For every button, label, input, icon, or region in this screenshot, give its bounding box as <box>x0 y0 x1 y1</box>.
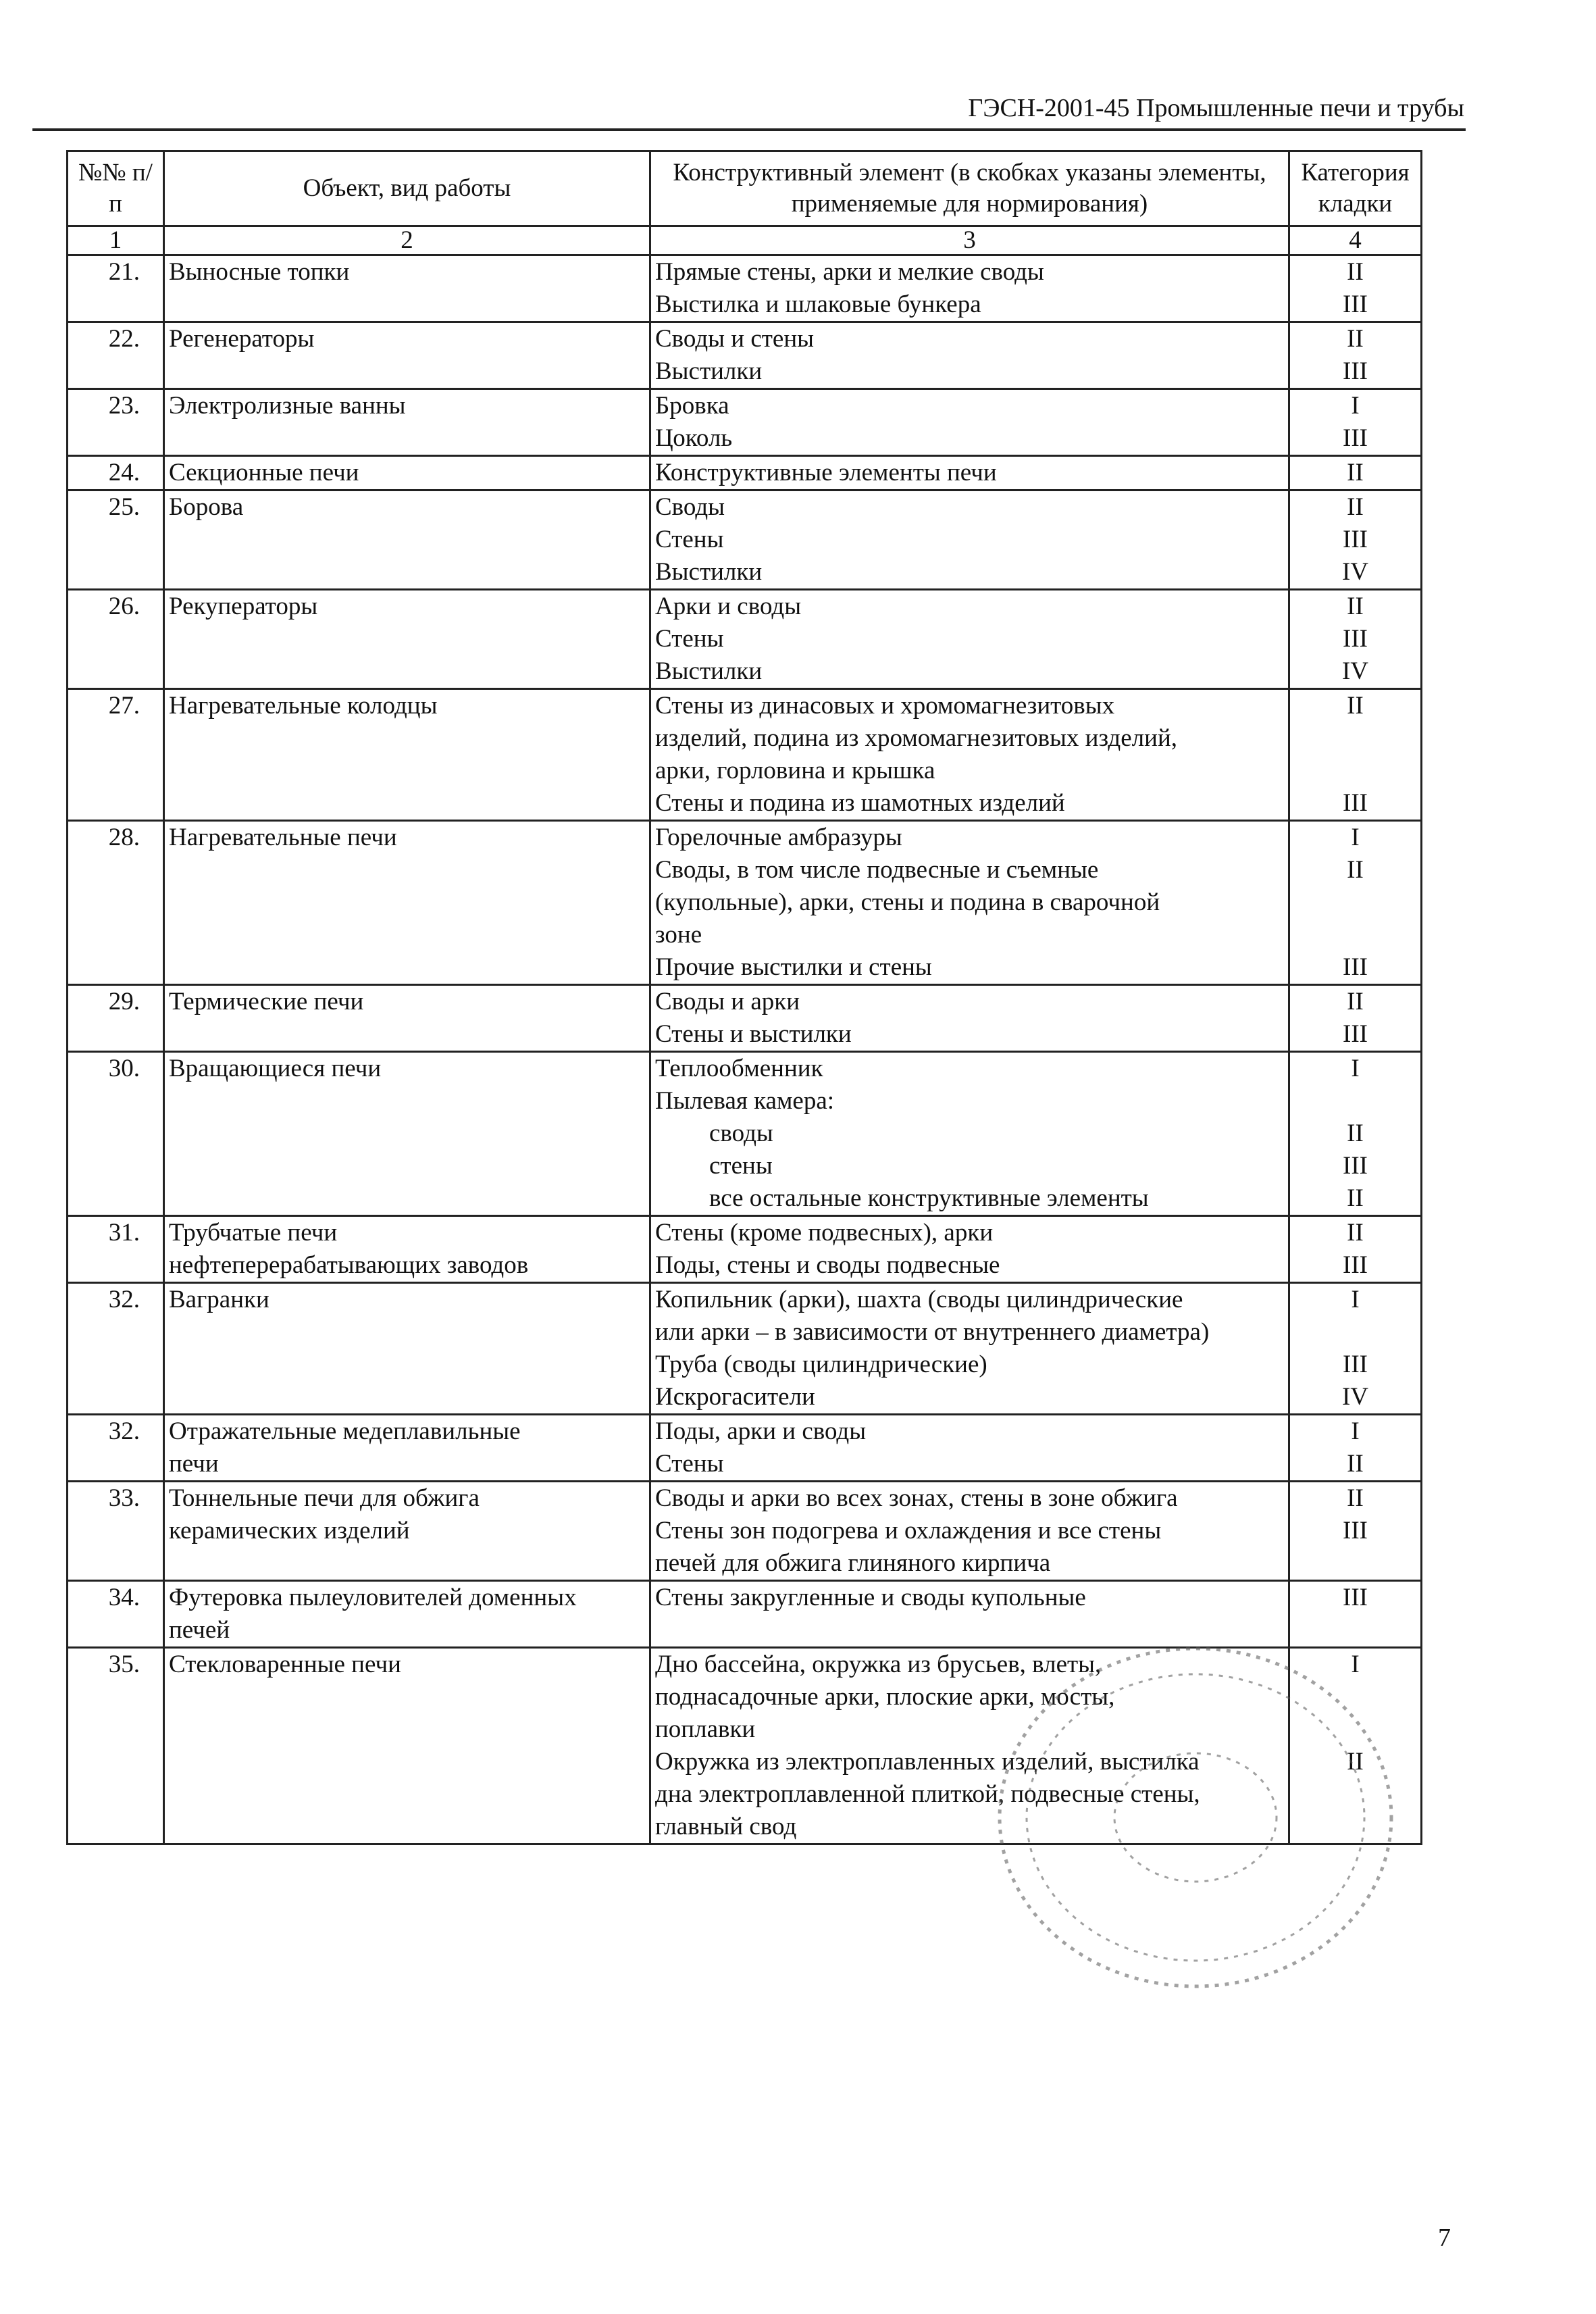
element-line: Стены (кроме подвесных), арки <box>655 1219 994 1247</box>
element-line: Пылевая камера: <box>655 1087 835 1115</box>
category-line: III <box>1343 1251 1368 1279</box>
category-line: IV <box>1341 657 1369 685</box>
element-cell <box>650 491 1289 590</box>
column-header-object: Объект, вид работы <box>164 151 650 226</box>
element-line: все остальные конструктивные элементы <box>709 1184 1149 1212</box>
category-line <box>1294 755 1416 787</box>
object-line: Трубчатые печи <box>169 1219 338 1247</box>
object-cell <box>164 1648 650 1844</box>
object-line: Вагранки <box>169 1286 269 1313</box>
element-line: Труба (своды цилиндрические) <box>655 1351 987 1378</box>
object-cell <box>164 1581 650 1648</box>
row-number: 27. <box>68 689 164 821</box>
category-cell <box>1289 491 1422 590</box>
element-line: Стены из динасовых и хромомагнезитовых <box>655 692 1115 720</box>
row-number: 32. <box>68 1283 164 1415</box>
header-rule <box>32 128 1466 131</box>
category-line: III <box>1343 357 1368 385</box>
object-cell <box>164 322 650 389</box>
table-row <box>68 389 1422 456</box>
category-line: III <box>1343 291 1368 318</box>
element-line: Искрогасители <box>655 1383 815 1411</box>
category-line: IV <box>1341 1383 1369 1411</box>
object-line: Электролизные ванны <box>169 392 406 420</box>
table-row <box>68 1283 1422 1415</box>
category-cell <box>1289 821 1422 985</box>
object-cell <box>164 491 650 590</box>
row-number: 32. <box>68 1415 164 1482</box>
object-line: Борова <box>169 493 244 521</box>
object-line: Регенераторы <box>169 325 315 353</box>
element-line: Стены и выстилки <box>655 1020 852 1048</box>
category-line <box>1294 886 1416 919</box>
element-line: зоне <box>655 921 702 949</box>
table-row <box>68 456 1422 491</box>
category-line: I <box>1351 1286 1360 1313</box>
object-cell <box>164 985 650 1052</box>
object-line: нефтеперерабатывающих заводов <box>169 1251 529 1279</box>
element-cell <box>650 1482 1289 1581</box>
row-number: 34. <box>68 1581 164 1648</box>
object-line: Отражательные медеплавильные <box>169 1417 521 1445</box>
element-line: главный свод <box>655 1813 797 1840</box>
element-line: Цоколь <box>655 424 733 452</box>
element-line: Выстилки <box>655 558 763 586</box>
category-line: II <box>1347 325 1364 353</box>
element-line: Своды, в том числе подвесные и съемные <box>655 856 1099 884</box>
object-line: Вращающиеся печи <box>169 1055 382 1082</box>
element-line: изделий, подина из хромомагнезитовых изделий, <box>655 724 1177 752</box>
element-line: Своды и стены <box>655 325 814 353</box>
element-cell <box>650 389 1289 456</box>
category-line: III <box>1343 526 1368 553</box>
category-line: II <box>1347 1748 1364 1776</box>
element-line: Копильник (арки), шахта (своды цилиндрические <box>655 1286 1183 1313</box>
element-line: Своды и арки во всех зонах, стены в зоне обжига <box>655 1484 1178 1512</box>
row-number: 21. <box>68 255 164 322</box>
row-number: 35. <box>68 1648 164 1844</box>
table-row <box>68 1482 1422 1581</box>
column-index: 1 <box>68 226 164 255</box>
element-line: арки, горловина и крышка <box>655 757 935 784</box>
element-line: Стены <box>655 625 724 653</box>
category-line: I <box>1351 1651 1360 1678</box>
category-line: II <box>1347 593 1364 620</box>
table-row <box>68 689 1422 821</box>
element-line: Прочие выстилки и стены <box>655 953 932 981</box>
category-line <box>1294 919 1416 951</box>
table-row <box>68 985 1422 1052</box>
object-line: Тоннельные печи для обжига <box>169 1484 480 1512</box>
running-head-title: ГЭСН-2001-45 Промышленные печи и трубы <box>968 94 1464 122</box>
element-line: Стены и подина из шамотных изделий <box>655 789 1065 817</box>
category-line: III <box>1343 424 1368 452</box>
element-cell <box>650 1283 1289 1415</box>
column-index: 2 <box>164 226 650 255</box>
element-cell <box>650 821 1289 985</box>
category-line: II <box>1347 1484 1364 1512</box>
element-line: Бровка <box>655 392 729 420</box>
object-cell <box>164 1415 650 1482</box>
element-line: Горелочные амбразуры <box>655 824 902 851</box>
object-cell <box>164 255 650 322</box>
element-cell <box>650 1052 1289 1216</box>
category-line: I <box>1351 1417 1360 1445</box>
element-line: Дно бассейна, окружка из брусьев, влеты, <box>655 1651 1102 1678</box>
object-cell <box>164 389 650 456</box>
element-cell <box>650 255 1289 322</box>
object-line: Рекуператоры <box>169 593 318 620</box>
element-line: стены <box>709 1152 773 1180</box>
element-line: печей для обжига глиняного кирпича <box>655 1549 1051 1577</box>
category-cell <box>1289 322 1422 389</box>
element-line: Выстилка и шлаковые бункера <box>655 291 981 318</box>
table-row <box>68 1415 1422 1482</box>
masonry-category-table <box>66 150 1422 1845</box>
row-number: 30. <box>68 1052 164 1216</box>
column-index-row <box>68 226 1422 255</box>
category-cell <box>1289 1216 1422 1283</box>
category-line: III <box>1343 953 1368 981</box>
row-number: 26. <box>68 590 164 689</box>
element-line: Своды и арки <box>655 988 800 1015</box>
element-cell <box>650 456 1289 491</box>
table-row <box>68 255 1422 322</box>
category-cell <box>1289 389 1422 456</box>
row-number: 28. <box>68 821 164 985</box>
column-index: 3 <box>650 226 1289 255</box>
column-index: 4 <box>1289 226 1422 255</box>
element-line: поднасадочные арки, плоские арки, мосты, <box>655 1683 1115 1711</box>
row-number: 31. <box>68 1216 164 1283</box>
element-cell <box>650 985 1289 1052</box>
category-line: II <box>1347 493 1364 521</box>
table-row <box>68 322 1422 389</box>
category-line: III <box>1343 789 1368 817</box>
table-header-row <box>68 151 1422 226</box>
element-cell <box>650 1415 1289 1482</box>
category-cell <box>1289 1482 1422 1581</box>
object-cell <box>164 689 650 821</box>
category-cell <box>1289 255 1422 322</box>
object-cell <box>164 1482 650 1581</box>
column-header-number: №№ п/п <box>68 151 164 226</box>
category-line <box>1294 1547 1416 1580</box>
object-line: Футеровка пылеуловителей доменных <box>169 1584 577 1611</box>
object-line: Выносные топки <box>169 258 350 286</box>
object-line: Стекловаренные печи <box>169 1651 401 1678</box>
table-row <box>68 821 1422 985</box>
table-body <box>68 255 1422 1844</box>
row-number: 22. <box>68 322 164 389</box>
row-number: 33. <box>68 1482 164 1581</box>
row-number: 24. <box>68 456 164 491</box>
element-line: или арки – в зависимости от внутреннего диаметра) <box>655 1318 1210 1346</box>
category-line: II <box>1347 459 1364 486</box>
category-line: III <box>1343 1351 1368 1378</box>
table-row <box>68 491 1422 590</box>
category-line <box>1294 722 1416 755</box>
element-line: Поды, стены и своды подвесные <box>655 1251 1000 1279</box>
category-cell <box>1289 1415 1422 1482</box>
element-line: Выстилки <box>655 357 763 385</box>
object-cell <box>164 1216 650 1283</box>
organization-seal <box>973 1635 1405 2013</box>
category-line <box>1294 1085 1416 1117</box>
element-line: Поды, арки и своды <box>655 1417 867 1445</box>
object-cell <box>164 456 650 491</box>
element-cell <box>650 689 1289 821</box>
element-line: Конструктивные элементы печи <box>655 459 997 486</box>
element-cell <box>650 1216 1289 1283</box>
category-line <box>1294 1316 1416 1349</box>
column-header-category: Категория кладки <box>1289 151 1422 226</box>
element-line: Стены закругленные и своды купольные <box>655 1584 1086 1611</box>
object-cell <box>164 1283 650 1415</box>
category-line: II <box>1347 692 1364 720</box>
object-line: керамических изделий <box>169 1517 410 1544</box>
page-number: 7 <box>1438 2223 1451 2252</box>
column-header-element: Конструктивный элемент (в скобках указаны элементы, применяемые для нормирования) <box>650 151 1289 226</box>
object-line: Нагревательные колодцы <box>169 692 438 720</box>
category-line: II <box>1347 988 1364 1015</box>
row-number: 25. <box>68 491 164 590</box>
category-line: III <box>1343 1020 1368 1048</box>
element-line: (купольные), арки, стены и подина в сварочной <box>655 888 1160 916</box>
element-line: Окружка из электроплавленных изделий, выстилка <box>655 1748 1200 1776</box>
category-line: II <box>1347 856 1364 884</box>
object-cell <box>164 1052 650 1216</box>
object-line: Нагревательные печи <box>169 824 397 851</box>
category-cell <box>1289 456 1422 491</box>
element-line: Стены зон подогрева и охлаждения и все стены <box>655 1517 1162 1544</box>
category-line: II <box>1347 1184 1364 1212</box>
category-line: I <box>1351 1055 1360 1082</box>
element-line: Прямые стены, арки и мелкие своды <box>655 258 1044 286</box>
category-cell <box>1289 590 1422 689</box>
object-line: печи <box>169 1450 219 1478</box>
category-line: IV <box>1341 558 1369 586</box>
category-cell <box>1289 1052 1422 1216</box>
category-cell <box>1289 1283 1422 1415</box>
category-line: II <box>1347 1450 1364 1478</box>
category-line: III <box>1343 1152 1368 1180</box>
element-line: Стены <box>655 526 724 553</box>
object-line: Термические печи <box>169 988 364 1015</box>
category-line: III <box>1343 1517 1368 1544</box>
element-line: Стены <box>655 1450 724 1478</box>
element-line: поплавки <box>655 1715 756 1743</box>
category-line: III <box>1343 625 1368 653</box>
object-line: печей <box>169 1616 230 1644</box>
category-line: II <box>1347 258 1364 286</box>
category-line: II <box>1347 1219 1364 1247</box>
element-line: Теплообменник <box>655 1055 823 1082</box>
element-line: Своды <box>655 493 725 521</box>
element-line: своды <box>709 1120 773 1147</box>
category-line: I <box>1351 824 1360 851</box>
element-line: Выстилки <box>655 657 763 685</box>
element-cell <box>650 322 1289 389</box>
element-cell <box>650 590 1289 689</box>
table-row <box>68 1216 1422 1283</box>
table-row <box>68 1052 1422 1216</box>
row-number: 23. <box>68 389 164 456</box>
element-line: дна электроплавленной плиткой, подвесные стены, <box>655 1780 1200 1808</box>
table-row <box>68 590 1422 689</box>
element-line: Арки и своды <box>655 593 802 620</box>
category-line: II <box>1347 1120 1364 1147</box>
row-number: 29. <box>68 985 164 1052</box>
object-cell <box>164 590 650 689</box>
category-cell <box>1289 689 1422 821</box>
category-line: I <box>1351 392 1360 420</box>
object-cell <box>164 821 650 985</box>
object-line: Секционные печи <box>169 459 359 486</box>
category-line: III <box>1343 1584 1368 1611</box>
category-cell <box>1289 985 1422 1052</box>
